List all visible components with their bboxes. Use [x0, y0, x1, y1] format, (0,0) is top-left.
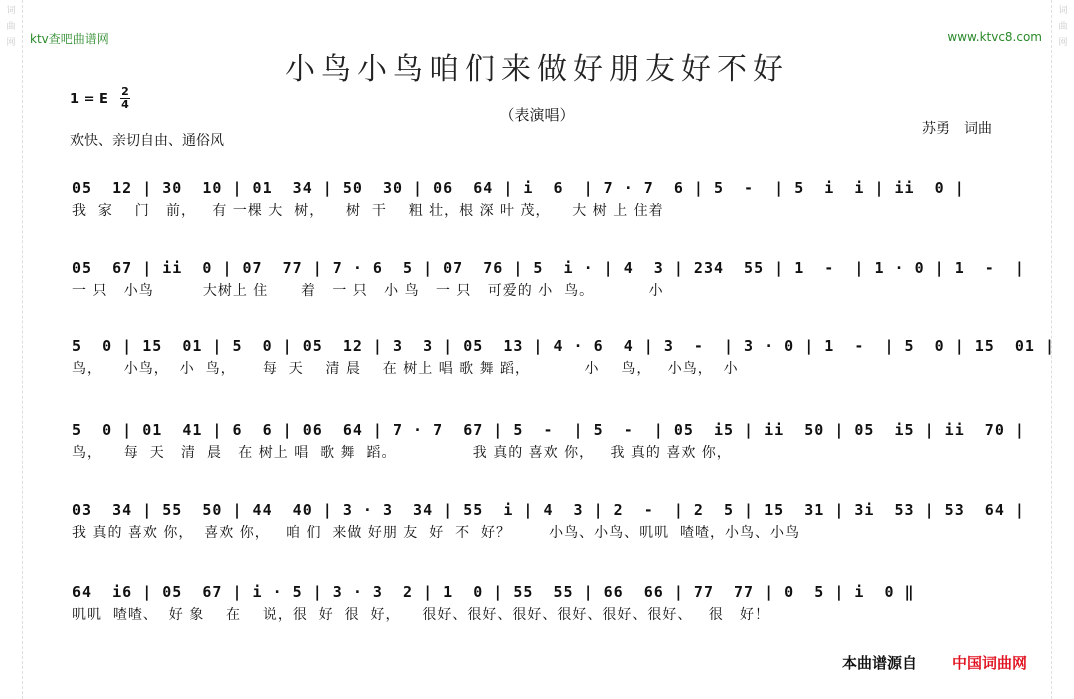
- tempo-marking: 欢快、亲切自由、通俗风: [70, 133, 224, 149]
- time-signature-bottom: 4: [121, 98, 129, 111]
- watermark-glyph: 词: [6, 6, 16, 16]
- score-system: [72, 418, 1025, 464]
- notation-line: 5 0 | 15 01 | 5 0 | 05 12 | 3 3 | 05 13 | 4 · 6 4 | 3 - | 3 · 0 | 1 - | 5 0 | 15 01 |: [72, 337, 1056, 355]
- source-label: 本曲谱源自: [842, 654, 918, 672]
- site-url-right: www.ktvc8.com: [947, 30, 1042, 44]
- score-system: [72, 256, 1025, 302]
- lyrics-line: 叽叽 喳喳、 好 象 在 说，很 好 很 好， 很好、很好、很好、很好、很好、很好、 很 好！: [72, 607, 771, 623]
- watermark-glyph: 词: [1058, 6, 1068, 16]
- score-system: [72, 334, 1056, 380]
- song-title: 小鸟小鸟咱们来做好朋友好不好: [285, 52, 789, 87]
- performance-type: （表演唱）: [499, 106, 575, 124]
- notation-line: 5 0 | 01 41 | 6 6 | 06 64 | 7 · 7 67 | 5 - | 5 - | 05 i5 | ii 50 | 05 i5 | ii 70 |: [72, 421, 1025, 439]
- lyrics-line: 鸟， 小鸟， 小 鸟， 每 天 清 晨 在 树上 唱 歌 舞 蹈， 小 鸟， 小鸟， 小: [72, 361, 739, 377]
- watermark-glyph: 网: [6, 38, 16, 48]
- source-site-link[interactable]: 中国词曲网: [952, 654, 1028, 672]
- watermark-glyph: 曲: [6, 22, 16, 32]
- score-system: [72, 176, 1012, 222]
- notation-line: 05 67 | ii 0 | 07 77 | 7 · 6 5 | 07 76 | 5 i · | 4 3 | 234 55 | 1 - | 1 · 0 | 1 - |: [72, 259, 1025, 277]
- notation-line: 03 34 | 55 50 | 44 40 | 3 · 3 34 | 55 i | 4 3 | 2 - | 2 5 | 15 31 | 3i 53 | 53 64 |: [72, 501, 1025, 519]
- notation-line: 05 12 | 30 10 | 01 34 | 50 30 | 06 64 | i 6 | 7 · 7 6 | 5 - | 5 i i | ii 0 |: [72, 179, 965, 197]
- lyrics-line: 我 真的 喜欢 你， 喜欢 你， 咱 们 来做 好朋 友 好 不 好？ 小鸟、小鸟、叽叽 喳喳，小鸟、小鸟: [72, 525, 801, 541]
- credits: 苏勇 词曲: [922, 121, 992, 137]
- score-system: [72, 498, 1025, 544]
- lyrics-line: 鸟， 每 天 清 晨 在 树上 唱 歌 舞 蹈。 我 真的 喜欢 你， 我 真的 喜欢 你，: [72, 445, 732, 461]
- lyrics-line: 一 只 小鸟 大树上 住 着 一 只 小 鸟 一 只 可爱的 小 鸟。 小: [72, 283, 664, 299]
- key-signature: 1 = E: [70, 92, 108, 107]
- watermark-glyph: 网: [1058, 38, 1068, 48]
- notation-line: 64 i6 | 05 67 | i · 5 | 3 · 3 2 | 1 0 | 55 55 | 66 66 | 77 77 | 0 5 | i 0 ‖: [72, 583, 915, 601]
- site-name-left: ktv查吧曲谱网: [30, 32, 109, 46]
- score-system: [72, 580, 1012, 626]
- time-signature-top: 2: [121, 85, 129, 98]
- watermark-glyph: 曲: [1058, 22, 1068, 32]
- lyrics-line: 我 家 门 前， 有 一棵 大 树， 树 干 粗 壮，根 深 叶 茂， 大 树 上 住着: [72, 203, 664, 219]
